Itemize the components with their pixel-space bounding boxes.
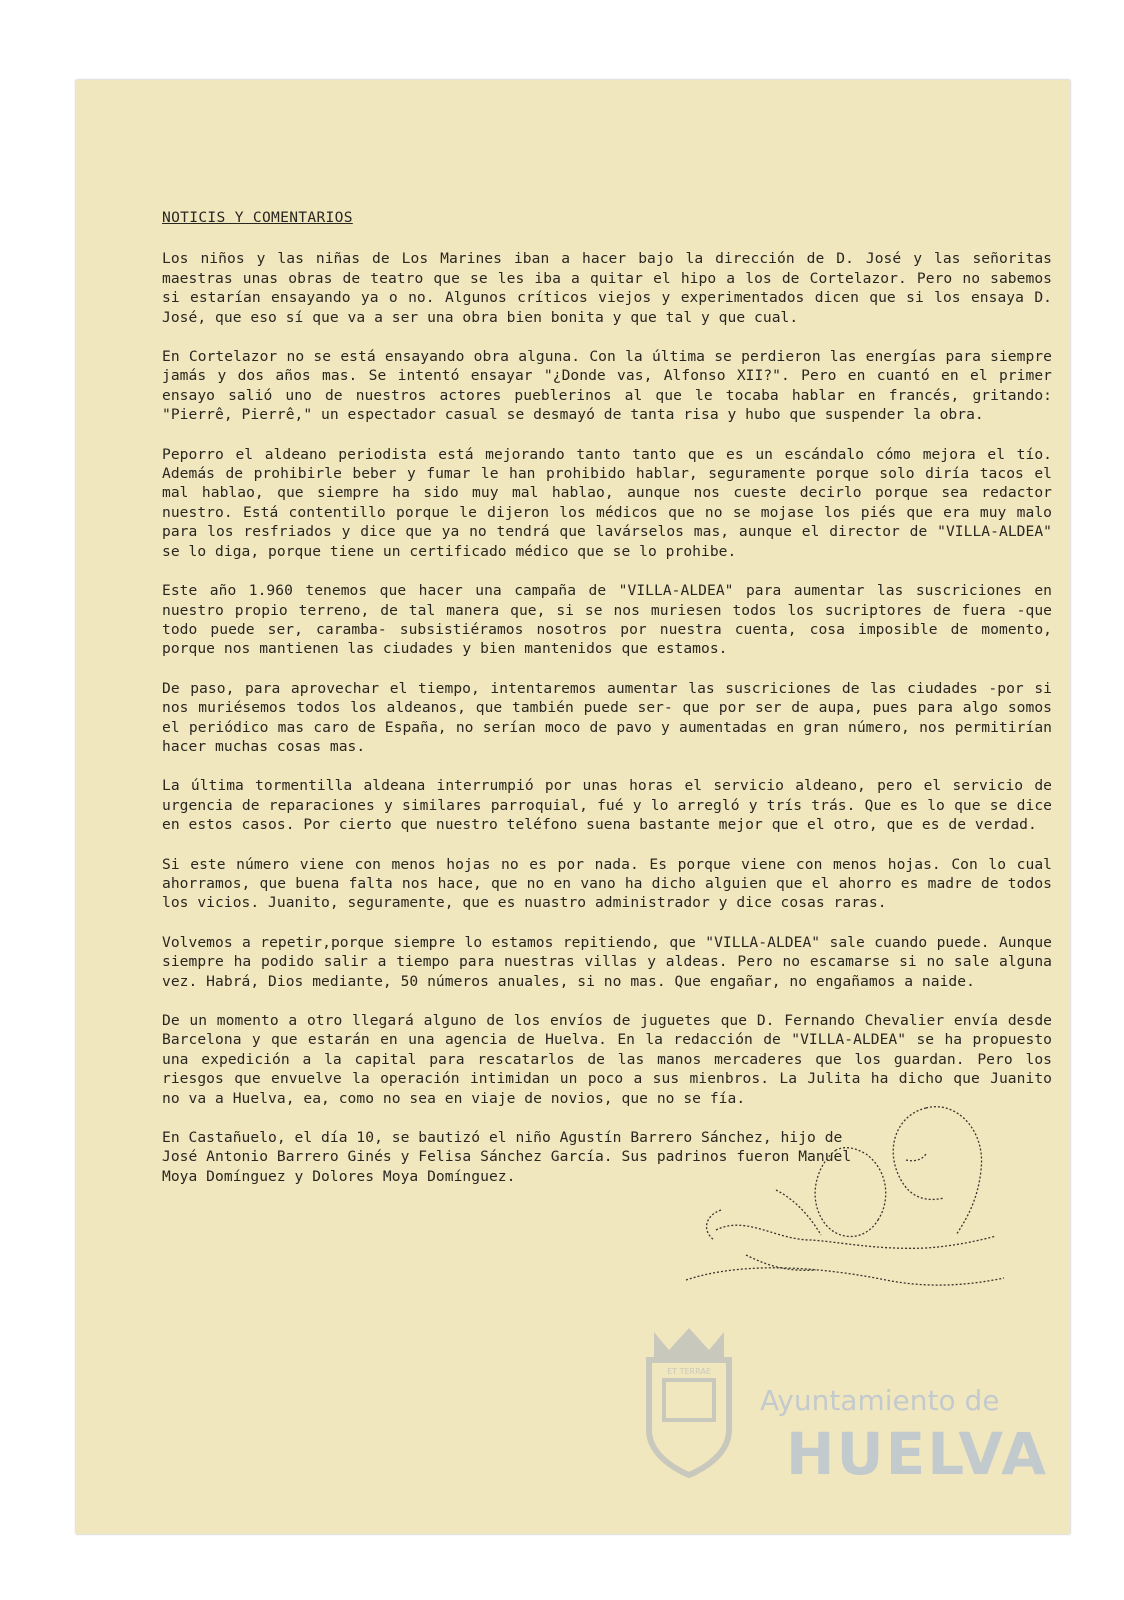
seal-text: ET TERRAE bbox=[667, 1367, 711, 1376]
paragraph-storm: La última tormentilla aldeana interrumpió por unas horas el servicio aldeano, pero el servicio de urgencia de reparaciones y similares parroquial, fué y lo arregló y trís trás. Que es lo que se dice en estos casos. Por cierto que nuestro teléfono suena bastante mejor que el otro, que es de verdad. bbox=[162, 777, 1061, 834]
paragraph-los-marines: Los niños y las niñas de Los Marines iban a hacer bajo la dirección de D. José y las señoritas maestras unas obras de teatro que se les iba a quitar el hipo a los de Cortelazor. Pero no sabemos si estarían ensayando ya o no. Algunos críticos viejos y experimentados dicen que si los ensaya D. José, que eso sí que va a ser una obra bien bonita y que tal y que cual. bbox=[162, 250, 1061, 326]
paragraph-cortelazor: En Cortelazor no se está ensayando obra alguna. Con la última se perdieron las energías para siempre jamás y dos años mas. Se intentó ensayar "¿Donde vas, Alfonso XII?". Pero en cuantó en el primer ensayo salió uno de nuestros actores pueblerinos al que le tocaba hablar en francés, gritando: "Pierrê, Pierrê," un espectador casual se desmayó de tanta risa y hubo que suspender la obra. bbox=[162, 348, 1061, 424]
paragraph-peporro: Peporro el aldeano periodista está mejorando tanto tanto que es un escándalo cómo mejora el tío. Además de prohibirle beber y fumar le han prohibido hablar, seguramente porque solo diría tacos el mal hablao, que siempre ha sido muy mal hablao, aunque nos cueste decirlo porque sea redactor nuestro. Está contentillo porque le dijeron los médicos que no se mojase los piés que era muy malo para los resfriados y dice que ya no tendrá que lavárselos mas, aunque el director de "VILLA-ALDEA" se lo diga, porque tiene un certificado médico que se lo prohibe. bbox=[162, 445, 1061, 560]
paragraph-campaign: Este año 1.960 tenemos que hacer una campaña de "VILLA-ALDEA" para aumentar las suscriciones en nuestro propio terreno, de tal manera que, si se nos muriesen todos los sucriptores de fuera -que todo puede ser, caramba- subsistiéramos nosotros por nuestra cuenta, cosa imposible de momento, porque nos mantienen las ciudades y bien mantenidos que estamos. bbox=[162, 582, 1061, 658]
watermark-line2: HUELVA bbox=[786, 1420, 1049, 1488]
paragraph-toys: De un momento a otro llegará alguno de los envíos de juguetes que D. Fernando Chevalier envía desde Barcelona y que estarán en una agencia de Huelva. En la redacción de "VILLA-ALDEA" se ha propuesto una expedición a la capital para rescatarlos de las manos mercaderes que los guardan. Pero los riesgos que envuelve la operación intimidan un poco a sus mienbros. La Julita ha dicho que Juanito no va a Huelva, ea, como no sea en viaje de novios, que no se fía. bbox=[162, 1012, 1061, 1107]
section-heading: NOTICIS Y COMENTARIOS bbox=[162, 209, 353, 226]
document-sheet bbox=[76, 80, 1070, 1534]
baby-sketch-illustration bbox=[626, 1090, 1006, 1300]
paragraph-subscriptions: De paso, para aprovechar el tiempo, intentaremos aumentar las suscriciones de las ciudades -por si nos muriésemos todos los aldeanos, que también puede ser- que por ser de aupa, pues para algo somos el periódico mas caro de España, no serían moco de pavo y aumentadas en gran número, nos permitirían hacer muchas cosas mas. bbox=[162, 679, 1061, 755]
paragraph-baptism: En Castañuelo, el día 10, se bautizó el niño Agustín Barrero Sánchez, hijo de José Antonio Barrero Ginés y Felisa Sánchez García. Sus padrinos fueron Manuel Moya Domínguez y Dolores Moya Domínguez. bbox=[162, 1129, 861, 1185]
paragraph-fewer-pages: Si este número viene con menos hojas no es por nada. Es porque viene con menos hojas. Con lo cual ahorramos, que buena falta nos hace, que no en vano ha dicho alguien que el ahorro es madre de todos los vicios. Juanito, seguramente, que es nuastro administrador y dice cosas raras. bbox=[162, 855, 1061, 912]
paragraph-publication: Volvemos a repetir,porque siempre lo estamos repitiendo, que "VILLA-ALDEA" sale cuando puede. Aunque siempre ha podido salir a tiempo para nuestras villas y aldeas. Pero no escamarse si no sale alguna vez. Habrá, Dios mediante, 50 números anuales, si no mas. Que engañar, no engañamos a naide. bbox=[162, 933, 1061, 990]
document-body bbox=[162, 208, 1061, 1206]
watermark-line1: Ayuntamiento de bbox=[760, 1384, 1000, 1417]
city-seal-watermark bbox=[634, 1320, 744, 1480]
